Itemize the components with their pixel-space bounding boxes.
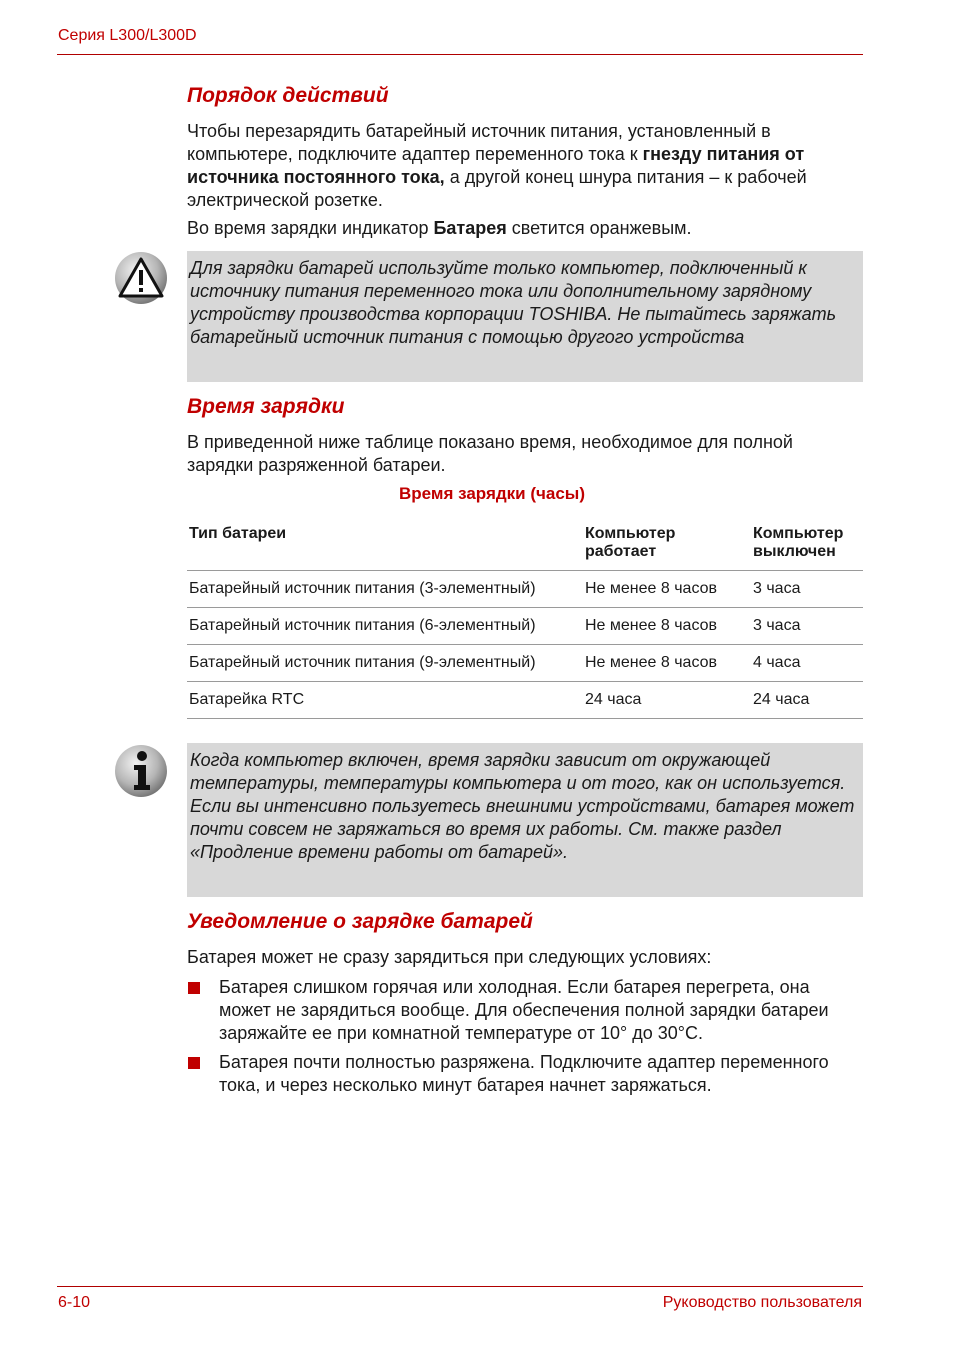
list-item bbox=[187, 976, 863, 1045]
table-cell: 3 часа bbox=[751, 571, 863, 608]
procedure-paragraph bbox=[187, 120, 863, 212]
text-run: светится оранжевым. bbox=[506, 218, 692, 238]
table-cell: Не менее 8 часов bbox=[583, 608, 751, 645]
notice-intro-wrap bbox=[187, 946, 863, 969]
info-icon bbox=[114, 744, 168, 803]
table-cell: Батарейный источник питания (9-элементный) bbox=[187, 645, 583, 682]
list-item-text: Батарея слишком горячая или холодная. Если батарея перегрета, она может не зарядиться вообще. Для обеспечения полной зарядки батареи заряжайте ее при комнатной температуре от 10° до 30°С. bbox=[219, 977, 829, 1043]
bullet-square-icon bbox=[188, 982, 200, 994]
text-run: Чтобы перезарядить батарейный источник питания, установленный в компьютере, подключите адаптер переменного тока к bbox=[187, 121, 771, 164]
notice-intro: Батарея может не сразу зарядиться при следующих условиях: bbox=[187, 947, 712, 967]
info-note: Когда компьютер включен, время зарядки зависит от окружающей температуры, температуры компьютера и от того, как он используется. Если вы интенсивно пользуетесь внешними устройствами, батарея может почти совсем не заряжаться во время их работы. См. также раздел «Продление времени работы от батарей». bbox=[187, 743, 863, 897]
section-heading: Уведомление о зарядке батарей bbox=[187, 910, 533, 933]
table-row bbox=[187, 571, 863, 608]
table-cell: Не менее 8 часов bbox=[583, 571, 751, 608]
section-heading: Порядок действий bbox=[187, 84, 389, 107]
charge-intro: В приведенной ниже таблице показано время, необходимое для полной зарядки разряженной батареи. bbox=[187, 432, 793, 475]
bold-run: Батарея bbox=[433, 218, 507, 238]
conditions-list bbox=[187, 976, 863, 1097]
table-cell: Батарейка RTC bbox=[187, 682, 583, 719]
section-heading: Время зарядки bbox=[187, 395, 345, 418]
table-cell: Батарейный источник питания (3-элементный) bbox=[187, 571, 583, 608]
table-cell: 24 часа bbox=[583, 682, 751, 719]
running-footer: Руководство пользователя bbox=[662, 1294, 862, 1311]
header-computer-off: Компьютер выключен bbox=[751, 516, 863, 571]
header-rule bbox=[57, 54, 863, 55]
section-procedure bbox=[187, 84, 863, 108]
warning-triangle-icon bbox=[114, 251, 168, 310]
bold-run: гнезду питания от источника постоянного тока, bbox=[187, 144, 805, 187]
procedure-paragraph-wrap bbox=[187, 120, 863, 212]
section-charge-notice bbox=[187, 910, 863, 934]
table-row bbox=[187, 645, 863, 682]
header-battery-type: Тип батареи bbox=[187, 516, 583, 571]
table-row bbox=[187, 608, 863, 645]
table-cell: Не менее 8 часов bbox=[583, 645, 751, 682]
section-charge-time bbox=[187, 395, 863, 419]
table-row bbox=[187, 682, 863, 719]
table-cell: 3 часа bbox=[751, 608, 863, 645]
text-run: а другой конец шнура питания – к рабочей электрической розетке. bbox=[187, 167, 807, 210]
table-header-row bbox=[187, 516, 863, 571]
list-item bbox=[187, 1051, 863, 1097]
charge-intro-wrap bbox=[187, 431, 863, 477]
charge-time-table bbox=[187, 516, 863, 719]
page-number: 6-10 bbox=[58, 1294, 91, 1311]
warning-note: Для зарядки батарей используйте только компьютер, подключенный к источнику питания переменного тока или дополнительному зарядному устройству производства корпорации TOSHIBA. Не пытайтесь заряжать батарейный источник питания с помощью другого устройства bbox=[187, 251, 863, 382]
running-header: Серия L300/L300D bbox=[58, 27, 197, 44]
table-caption: Время зарядки (часы) bbox=[399, 484, 585, 503]
table-cell: 4 часа bbox=[751, 645, 863, 682]
indicator-paragraph bbox=[187, 217, 863, 240]
table-cell: 24 часа bbox=[751, 682, 863, 719]
table-cell: Батарейный источник питания (6-элементный) bbox=[187, 608, 583, 645]
header-computer-on: Компьютер работает bbox=[583, 516, 751, 571]
text-run: Во время зарядки индикатор bbox=[187, 218, 434, 238]
list-item-text: Батарея почти полностью разряжена. Подключите адаптер переменного тока, и через несколько минут батарея начнет заряжаться. bbox=[219, 1052, 829, 1095]
bullet-square-icon bbox=[188, 1057, 200, 1069]
footer-rule bbox=[57, 1286, 863, 1287]
indicator-paragraph-wrap bbox=[187, 217, 863, 240]
